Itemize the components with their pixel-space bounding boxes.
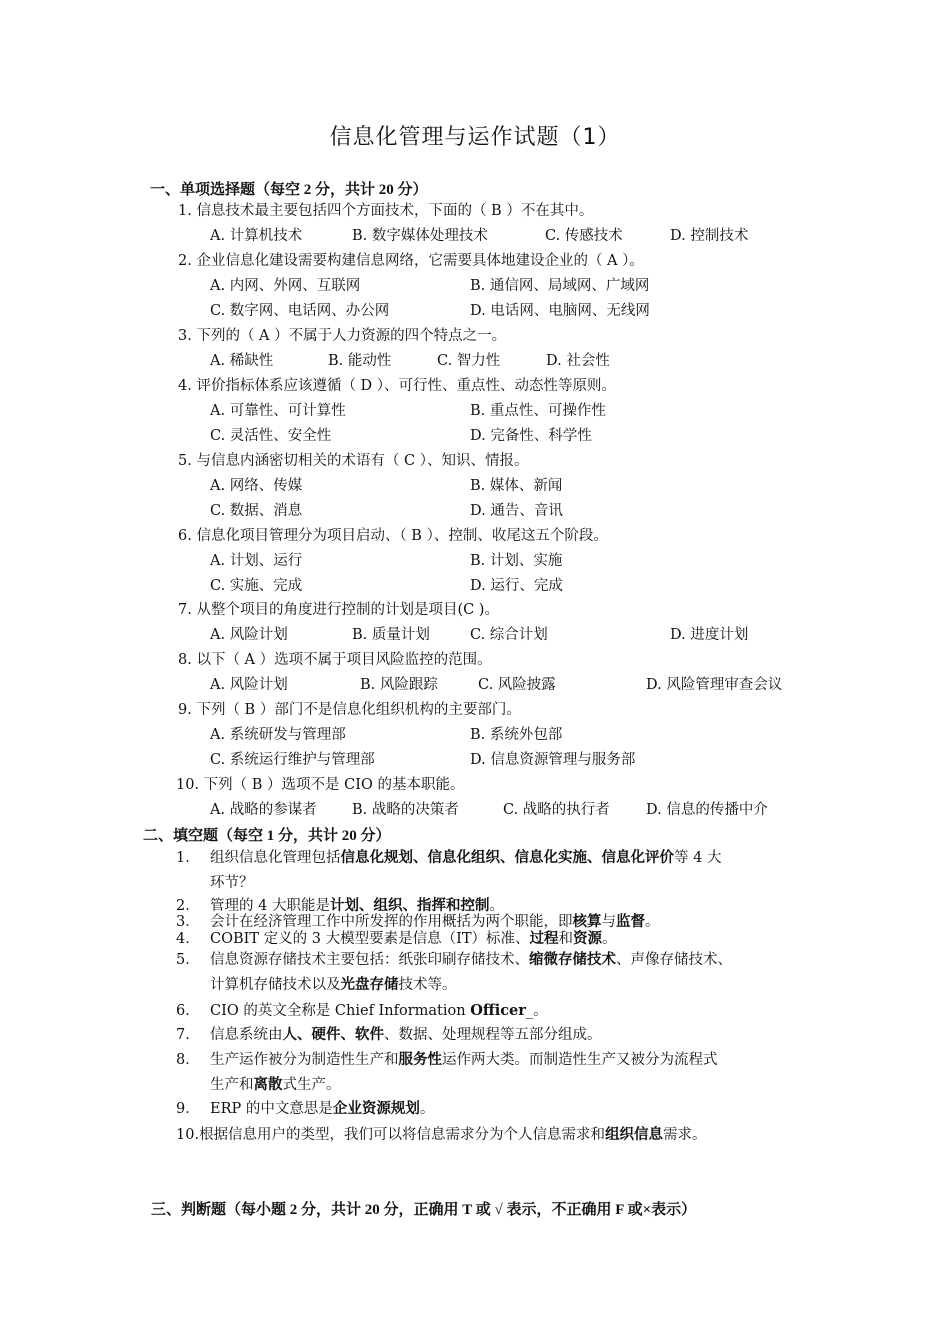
item-text: 。	[489, 898, 504, 914]
answer-option: D. 信息资源管理与服务部	[470, 752, 636, 768]
fill-blank-item	[176, 1125, 707, 1145]
item-text: 生产和	[210, 1077, 254, 1093]
answer-option: A. 内网、外网、互联网	[210, 278, 361, 294]
answer-option: C. 综合计划	[470, 627, 548, 643]
answer-option: B. 数字媒体处理技术	[352, 228, 488, 244]
fill-blank-item	[176, 950, 732, 970]
item-number: 1．	[176, 850, 200, 866]
item-text: 、声像存储技术、	[616, 952, 732, 968]
item-number: 10.	[176, 1127, 200, 1143]
fill-blank-continuation	[210, 873, 254, 893]
item-text: 组织信息化管理包括	[210, 850, 341, 866]
answer-option: A. 计划、运行	[210, 553, 303, 569]
answer-option: A. 网络、传媒	[210, 478, 303, 494]
item-text: ERP 的中文意思是	[210, 1101, 333, 1117]
item-text: COBIT 定义的 3 大模型要素是信息（IT）标准、	[210, 931, 530, 947]
item-text: 管理的 4 大职能是	[210, 898, 330, 914]
section-heading-single-choice: 一、单项选择题（每空 2 分，共计 20 分）	[150, 182, 428, 198]
answer-text: 光盘存储	[340, 976, 399, 993]
answer-option: D. 电话网、电脑网、无线网	[470, 303, 650, 319]
answer-option: B. 通信网、局域网、广域网	[470, 278, 650, 294]
answer-option: A. 战略的参谋者	[210, 802, 317, 818]
fill-blank-continuation	[210, 975, 457, 995]
answer-option: A. 风险计划	[210, 677, 288, 693]
answer-option: B. 媒体、新闻	[470, 478, 563, 494]
fill-blank-item	[176, 1099, 434, 1119]
question-text: 6. 信息化项目管理分为项目启动、（ B ）、控制、收尾这五个阶段。	[178, 528, 608, 544]
answer-option: A. 计算机技术	[210, 228, 303, 244]
question-text: 3. 下列的（ A ）不属于人力资源的四个特点之一。	[178, 328, 507, 344]
item-text: 根据信息用户的类型，我们可以将信息需求分为个人信息需求和	[199, 1127, 606, 1143]
item-text: 计算机存储技术以及	[210, 977, 341, 993]
answer-option: C. 战略的执行者	[503, 802, 610, 818]
answer-text: 组织信息	[605, 1126, 664, 1143]
answer-text: 计划、组织、指挥和控制	[329, 897, 490, 914]
item-text: 技术等。	[398, 977, 457, 993]
item-text: 环节？	[210, 875, 254, 891]
answer-option: D. 信息的传播中介	[646, 802, 768, 818]
question-text: 9. 下列（ B ）部门不是信息化组织机构的主要部门。	[178, 702, 521, 718]
answer-option: B. 风险跟踪	[360, 677, 438, 693]
item-text: 需求。	[663, 1127, 707, 1143]
item-number: 4．	[176, 931, 200, 947]
answer-option: A. 系统研发与管理部	[210, 727, 346, 743]
answer-option: C. 风险披露	[478, 677, 556, 693]
item-text: 运作两大类。而制造性生产又被分为流程式	[442, 1052, 718, 1068]
answer-option: B. 计划、实施	[470, 553, 563, 569]
item-text: 。	[602, 931, 617, 947]
answer-option: D. 进度计划	[670, 627, 749, 643]
item-number: 9．	[176, 1101, 200, 1117]
item-text: 信息资源存储技术主要包括：纸张印刷存储技术、	[210, 952, 529, 968]
answer-option: B. 系统外包部	[470, 727, 563, 743]
item-number: 8．	[176, 1052, 200, 1068]
answer-option: B. 重点性、可操作性	[470, 403, 606, 419]
answer-option: C. 数据、消息	[210, 503, 303, 519]
item-text: CIO 的英文全称是 Chief Information	[210, 1003, 471, 1019]
fill-blank-continuation	[210, 1075, 341, 1095]
item-number: 7．	[176, 1027, 200, 1043]
fill-blank-item	[176, 1025, 602, 1045]
answer-option: C. 传感技术	[545, 228, 623, 244]
answer-option: C. 灵活性、安全性	[210, 428, 332, 444]
answer-text: 过程	[529, 930, 559, 947]
answer-option: A. 稀缺性	[210, 353, 274, 369]
item-text: _。	[525, 1003, 548, 1019]
item-text: 。	[645, 914, 660, 930]
fill-blank-item	[176, 848, 721, 868]
answer-option: D. 社会性	[546, 353, 610, 369]
item-text: 信息系统由	[210, 1027, 283, 1043]
document-title: 信息化管理与运作试题（1）	[329, 125, 621, 150]
answer-text: 缩微存储技术	[529, 951, 616, 968]
fill-blank-item	[176, 1050, 718, 1070]
answer-option: D. 控制技术	[670, 228, 749, 244]
fill-blank-item	[176, 1001, 548, 1021]
question-text: 5. 与信息内涵密切相关的术语有（ C ）、知识、情报。	[178, 453, 529, 469]
answer-option: B. 战略的决策者	[352, 802, 459, 818]
answer-text: 资源	[573, 930, 602, 947]
item-number: 5．	[176, 952, 200, 968]
question-text: 4. 评价指标体系应该遵循（ D ）、可行性、重点性、动态性等原则。	[178, 378, 617, 394]
item-text: 与	[601, 914, 616, 930]
answer-text: 核算	[572, 913, 602, 930]
question-text: 2. 企业信息化建设需要构建信息网络，它需要具体地建设企业的（ A ）。	[178, 253, 644, 269]
item-text: 。	[419, 1101, 435, 1117]
answer-text: 离散	[253, 1076, 283, 1093]
answer-text: 监督	[616, 913, 645, 930]
question-text: 1. 信息技术最主要包括四个方面技术，下面的（ B ）不在其中。	[178, 203, 594, 219]
question-text: 10. 下列（ B ）选项不是 CIO 的基本职能。	[176, 777, 465, 793]
item-number: 6．	[176, 1003, 200, 1019]
fill-blank-item	[176, 929, 617, 949]
answer-option: D. 通告、音讯	[470, 503, 563, 519]
item-text: 和	[558, 931, 573, 947]
answer-option: C. 数字网、电话网、办公网	[210, 303, 390, 319]
section-heading-true-false: 三、判断题（每小题 2 分，共计 20 分，正确用 T 或 √ 表示，不正确用 F 或×表示）	[151, 1202, 697, 1218]
answer-option: D. 完备性、科学性	[470, 428, 592, 444]
answer-option: C. 智力性	[437, 353, 501, 369]
answer-option: D. 风险管理审查会议	[646, 677, 783, 693]
item-text: 式生产。	[282, 1077, 341, 1093]
item-text: 等 4 大	[674, 850, 722, 866]
question-text: 7. 从整个项目的角度进行控制的计划是项目(C )。	[178, 602, 499, 618]
section-heading-fill-blank: 二、填空题（每空 1 分，共计 20 分）	[143, 828, 391, 844]
answer-text: Officer	[470, 1002, 526, 1019]
item-text: 、数据、处理规程等五部分组成。	[384, 1027, 602, 1043]
answer-option: C. 实施、完成	[210, 578, 303, 594]
question-text: 8. 以下（ A ）选项不属于项目风险监控的范围。	[178, 652, 492, 668]
answer-option: D. 运行、完成	[470, 578, 563, 594]
answer-text: 人、硬件、软件	[282, 1026, 384, 1043]
item-text: 会计在经济管理工作中所发挥的作用概括为两个职能，即	[210, 914, 573, 930]
item-number: 3．	[176, 914, 200, 930]
answer-option: B. 质量计划	[352, 627, 430, 643]
answer-text: 信息化规划、信息化组织、信息化实施、信息化评价	[340, 849, 674, 866]
answer-option: C. 系统运行维护与管理部	[210, 752, 375, 768]
answer-text: 服务性	[398, 1051, 442, 1068]
answer-option: A. 风险计划	[210, 627, 288, 643]
item-text: 生产运作被分为制造性生产和	[210, 1052, 399, 1068]
answer-option: B. 能动性	[328, 353, 392, 369]
answer-option: A. 可靠性、可计算性	[210, 403, 346, 419]
answer-text: 企业资源规划	[332, 1100, 420, 1117]
item-number: 2．	[176, 898, 200, 914]
